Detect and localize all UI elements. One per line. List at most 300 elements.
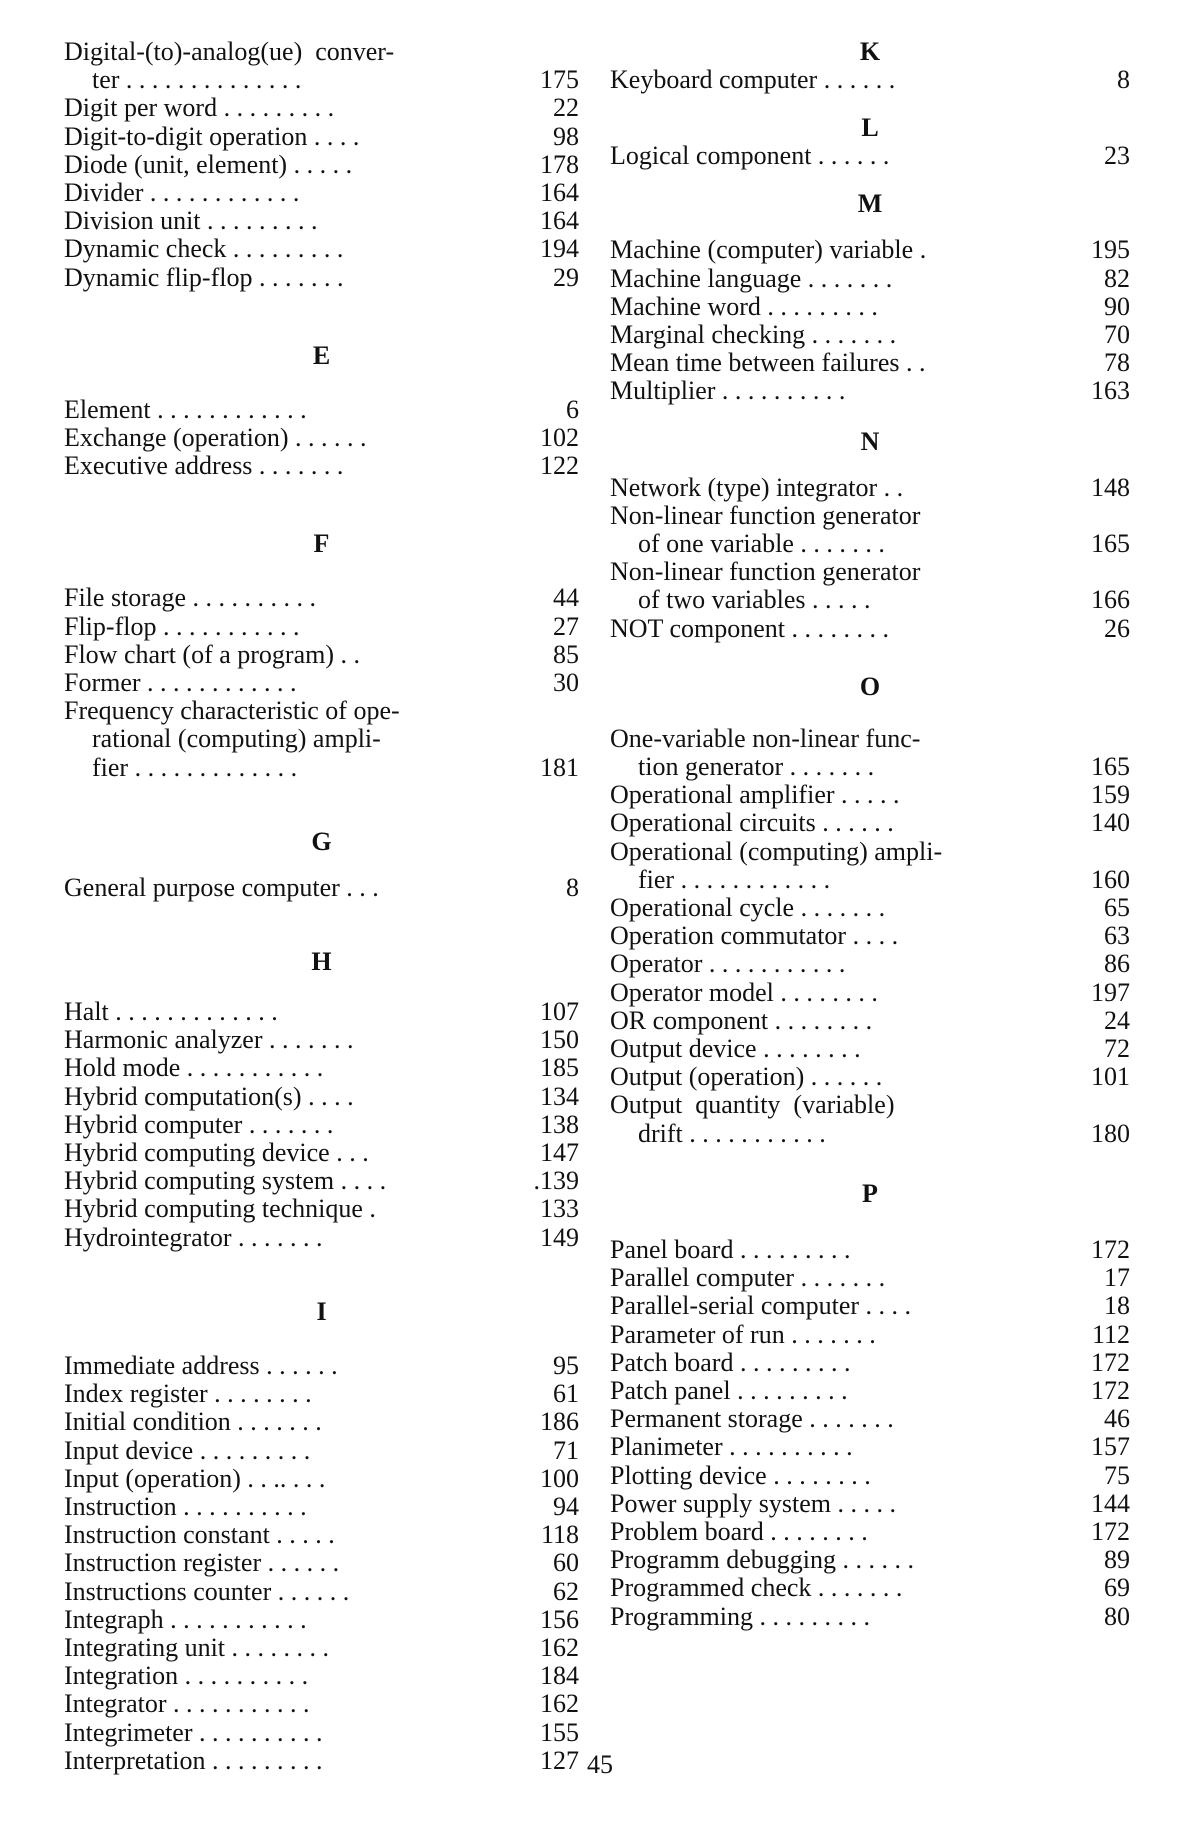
index-term: [64, 151, 517, 179]
index-page-ref: 147: [517, 1139, 579, 1167]
index-term-line: Operation commutator . . . .: [610, 922, 1068, 950]
index-term: [610, 1349, 1068, 1377]
index-term-line: Integrator . . . . . . . . . . .: [64, 1690, 517, 1718]
index-term-line: Machine word . . . . . . . . .: [610, 293, 1068, 321]
index-term: [610, 66, 1068, 94]
index-term-line: Mean time between failures . .: [610, 349, 1068, 377]
index-entry: [610, 377, 1130, 405]
index-term: [64, 1054, 517, 1082]
index-entry: [64, 1662, 579, 1690]
index-entry: [64, 94, 579, 122]
index-term: [610, 1063, 1068, 1091]
index-term: [610, 894, 1068, 922]
index-section-l: [610, 114, 1130, 170]
index-term-line: One-variable non-linear func-: [610, 725, 1068, 753]
index-term-line: Patch panel . . . . . . . . .: [610, 1377, 1068, 1405]
index-page-ref: 172: [1068, 1349, 1130, 1377]
index-term: [64, 697, 517, 782]
index-section-i: [64, 1298, 579, 1775]
index-page-ref: 178: [517, 151, 579, 179]
index-page-ref: 164: [517, 207, 579, 235]
section-letter-heading: M: [610, 190, 1130, 218]
index-term: [64, 1634, 517, 1662]
index-term-line: Keyboard computer . . . . . .: [610, 66, 1068, 94]
index-term: [610, 1377, 1068, 1405]
section-letter-heading: K: [610, 38, 1130, 66]
index-term-line: Division unit . . . . . . . . .: [64, 207, 517, 235]
index-entry: [610, 1405, 1130, 1433]
index-section-g: [64, 828, 579, 902]
index-page-ref: 86: [1068, 950, 1130, 978]
index-term-line: Operational (computing) ampli-: [610, 838, 1068, 866]
index-term: [610, 502, 1068, 558]
index-term: [610, 1236, 1068, 1264]
index-term: [64, 38, 517, 94]
index-entry: [64, 1549, 579, 1577]
index-page-ref: 24: [1068, 1007, 1130, 1035]
index-term: [610, 1292, 1068, 1320]
index-term: [64, 1719, 517, 1747]
section-letter-heading: F: [64, 530, 579, 558]
index-term: [64, 1578, 517, 1606]
index-entry: [64, 1224, 579, 1252]
index-term: [64, 1111, 517, 1139]
index-entry: [610, 979, 1130, 1007]
index-term: [64, 235, 517, 263]
index-page-ref: 127: [517, 1747, 579, 1775]
index-page-ref: 90: [1068, 293, 1130, 321]
index-term: [610, 558, 1068, 614]
index-term: [610, 615, 1068, 643]
index-entry: [64, 1493, 579, 1521]
index-term: [610, 809, 1068, 837]
index-entry-list: [64, 38, 579, 292]
index-term-line: ter . . . . . . . . . . . . . .: [64, 66, 517, 94]
index-term-line: Instructions counter . . . . . .: [64, 1578, 517, 1606]
index-term-line: Operator . . . . . . . . . . .: [610, 950, 1068, 978]
index-term: [64, 1167, 517, 1195]
index-page-ref: 148: [1068, 474, 1130, 502]
index-term: [610, 781, 1068, 809]
index-term-line: Divider . . . . . . . . . . . .: [64, 179, 517, 207]
index-entry: [64, 1408, 579, 1436]
index-page-ref: 181: [517, 754, 579, 782]
index-term-line: Programm debugging . . . . . .: [610, 1546, 1068, 1574]
section-letter-heading: I: [64, 1298, 579, 1326]
index-entry-list: [64, 396, 579, 481]
index-term-line: Digit per word . . . . . . . . .: [64, 94, 517, 122]
index-term: [64, 264, 517, 292]
index-term: [610, 265, 1068, 293]
index-term-line: Parameter of run . . . . . . .: [610, 1321, 1068, 1349]
index-page-ref: 102: [517, 424, 579, 452]
index-term: [610, 474, 1068, 502]
index-term: [64, 424, 517, 452]
index-section-n: [610, 428, 1130, 643]
index-term: [610, 1007, 1068, 1035]
page-number: 45: [0, 1750, 1200, 1780]
index-term: [64, 179, 517, 207]
index-section-f: [64, 530, 579, 781]
index-entry: [610, 809, 1130, 837]
index-page-ref: 122: [517, 452, 579, 480]
index-term-line: Machine (computer) variable .: [610, 236, 1068, 264]
index-page-ref: 72: [1068, 1035, 1130, 1063]
index-entry: [610, 615, 1130, 643]
index-entry-list: [610, 236, 1130, 405]
index-page-ref: 65: [1068, 894, 1130, 922]
index-term-line: Integration . . . . . . . . . .: [64, 1662, 517, 1690]
index-page-ref: 162: [517, 1690, 579, 1718]
index-entry: [610, 1603, 1130, 1631]
index-entry: [610, 922, 1130, 950]
index-term: [64, 1408, 517, 1436]
index-term-line: File storage . . . . . . . . . .: [64, 584, 517, 612]
index-entry: [64, 1111, 579, 1139]
index-term-line: Logical component . . . . . .: [610, 142, 1068, 170]
index-term: [64, 613, 517, 641]
index-term-line: Initial condition . . . . . . .: [64, 1408, 517, 1436]
index-entry: [64, 584, 579, 612]
index-entry: [64, 396, 579, 424]
index-entry: [64, 1578, 579, 1606]
index-term-line: Plotting device . . . . . . . .: [610, 1462, 1068, 1490]
index-term: [610, 377, 1068, 405]
index-entry: [64, 998, 579, 1026]
index-entry: [610, 1546, 1130, 1574]
index-entry: [64, 1634, 579, 1662]
index-page-ref: 70: [1068, 321, 1130, 349]
index-term: [64, 452, 517, 480]
index-entry-list: [610, 66, 1130, 94]
index-term-line: Instruction . . . . . . . . . .: [64, 1493, 517, 1521]
index-entry: [610, 1518, 1130, 1546]
index-page-ref: 159: [1068, 781, 1130, 809]
index-term: [610, 1405, 1068, 1433]
index-term-line: Instruction register . . . . . .: [64, 1549, 517, 1577]
index-page-ref: 44: [517, 584, 579, 612]
index-entry-list: [610, 1236, 1130, 1631]
index-entry: [64, 1352, 579, 1380]
index-term: [610, 950, 1068, 978]
index-term: [610, 293, 1068, 321]
index-page-ref: .139: [517, 1167, 579, 1195]
index-entry: [64, 452, 579, 480]
index-page-ref: 62: [517, 1578, 579, 1606]
index-page-ref: 17: [1068, 1264, 1130, 1292]
section-letter-heading: G: [64, 828, 579, 856]
index-term: [610, 1321, 1068, 1349]
index-term-line: Permanent storage . . . . . . .: [610, 1405, 1068, 1433]
index-page-ref: 160: [1068, 866, 1130, 894]
index-term-line: Programmed check . . . . . . .: [610, 1574, 1068, 1602]
index-term: [64, 1026, 517, 1054]
index-term-line: Integrating unit . . . . . . . .: [64, 1634, 517, 1662]
index-entry-list: [610, 725, 1130, 1148]
index-term: [610, 725, 1068, 781]
index-page: [0, 0, 1200, 1840]
index-term: [64, 1224, 517, 1252]
index-term: [610, 838, 1068, 894]
index-entry: [64, 697, 579, 782]
index-entry: [610, 66, 1130, 94]
index-page-ref: 163: [1068, 377, 1130, 405]
index-section-k: [610, 38, 1130, 94]
index-term: [64, 1437, 517, 1465]
index-term-line: Instruction constant . . . . .: [64, 1521, 517, 1549]
index-term-line: Multiplier . . . . . . . . . .: [610, 377, 1068, 405]
index-page-ref: 46: [1068, 1405, 1130, 1433]
index-entry: [64, 179, 579, 207]
index-entry: [64, 123, 579, 151]
index-entry-list: [64, 874, 579, 902]
index-term-line: Operational circuits . . . . . .: [610, 809, 1068, 837]
index-entry-list: [610, 142, 1130, 170]
index-term-line: Flow chart (of a program) . .: [64, 641, 517, 669]
index-entry: [610, 1321, 1130, 1349]
index-term: [610, 1603, 1068, 1631]
index-term: [610, 142, 1068, 170]
index-term: [64, 207, 517, 235]
index-entry: [610, 321, 1130, 349]
index-term-line: Interpretation . . . . . . . . .: [64, 1747, 517, 1775]
index-entry: [610, 1292, 1130, 1320]
index-entry: [610, 1574, 1130, 1602]
index-entry: [610, 1007, 1130, 1035]
index-term-line: Power supply system . . . . .: [610, 1490, 1068, 1518]
index-entry: [64, 207, 579, 235]
index-term: [64, 1380, 517, 1408]
index-entry: [610, 1264, 1130, 1292]
index-page-ref: 107: [517, 998, 579, 1026]
index-page-ref: 69: [1068, 1574, 1130, 1602]
index-page-ref: 184: [517, 1662, 579, 1690]
index-term-line: Parallel-serial computer . . . .: [610, 1292, 1068, 1320]
index-term-line: Immediate address . . . . . .: [64, 1352, 517, 1380]
index-entry: [64, 613, 579, 641]
index-section-h: [64, 948, 579, 1252]
index-term-line: Non-linear function generator: [610, 558, 1068, 586]
index-section-p: [610, 1180, 1130, 1631]
index-term: [610, 1518, 1068, 1546]
index-term: [610, 979, 1068, 1007]
index-term-line: Programming . . . . . . . . .: [610, 1603, 1068, 1631]
index-page-ref: 8: [1068, 66, 1130, 94]
index-term-line: Halt . . . . . . . . . . . . .: [64, 998, 517, 1026]
index-entry: [64, 1380, 579, 1408]
index-page-ref: 100: [517, 1465, 579, 1493]
index-entry: [64, 1521, 579, 1549]
index-term-line: Output device . . . . . . . .: [610, 1035, 1068, 1063]
index-term: [64, 1690, 517, 1718]
index-page-ref: 60: [517, 1549, 579, 1577]
index-page-ref: 101: [1068, 1063, 1130, 1091]
index-page-ref: 157: [1068, 1433, 1130, 1461]
index-entry: [64, 264, 579, 292]
index-entry: [64, 1465, 579, 1493]
index-entry: [610, 236, 1130, 264]
index-entry-list: [610, 474, 1130, 643]
index-entry: [610, 293, 1130, 321]
index-term-line: Network (type) integrator . .: [610, 474, 1068, 502]
index-page-ref: 172: [1068, 1518, 1130, 1546]
index-page-ref: 164: [517, 179, 579, 207]
index-term: [64, 998, 517, 1026]
index-term-line: Patch board . . . . . . . . .: [610, 1349, 1068, 1377]
index-entry: [610, 1236, 1130, 1264]
index-entry: [64, 1437, 579, 1465]
index-term: [64, 1465, 517, 1493]
index-section-e: [64, 342, 579, 481]
index-term-line: Hybrid computation(s) . . . .: [64, 1083, 517, 1111]
index-term-line: Machine language . . . . . . .: [610, 265, 1068, 293]
index-entry: [610, 1063, 1130, 1091]
index-entry: [64, 1167, 579, 1195]
index-term: [64, 1352, 517, 1380]
index-term-line: Output (operation) . . . . . .: [610, 1063, 1068, 1091]
index-term: [610, 1035, 1068, 1063]
index-entry-list: [64, 998, 579, 1252]
index-term: [64, 1195, 517, 1223]
section-letter-heading: H: [64, 948, 579, 976]
index-term-line: Digit-to-digit operation . . . .: [64, 123, 517, 151]
index-page-ref: 185: [517, 1054, 579, 1082]
index-term-line: fier . . . . . . . . . . . . .: [64, 754, 517, 782]
index-term-line: Operator model . . . . . . . .: [610, 979, 1068, 1007]
index-term-line: Input device . . . . . . . . .: [64, 1437, 517, 1465]
index-entry: [64, 1719, 579, 1747]
index-term-line: Index register . . . . . . . .: [64, 1380, 517, 1408]
index-page-ref: 18: [1068, 1292, 1130, 1320]
index-page-ref: 26: [1068, 615, 1130, 643]
index-entry: [610, 474, 1130, 502]
index-entry: [64, 1195, 579, 1223]
index-section-o: [610, 673, 1130, 1148]
index-term-line: Hold mode . . . . . . . . . . .: [64, 1054, 517, 1082]
index-entry: [64, 1606, 579, 1634]
index-term-line: Dynamic check . . . . . . . . .: [64, 235, 517, 263]
index-page-ref: 112: [1068, 1321, 1130, 1349]
index-page-ref: 195: [1068, 236, 1130, 264]
index-page-ref: 165: [1068, 753, 1130, 781]
index-page-ref: 8: [517, 874, 579, 902]
index-page-ref: 29: [517, 264, 579, 292]
index-term-line: Problem board . . . . . . . .: [610, 1518, 1068, 1546]
index-term-line: Hybrid computing system . . . .: [64, 1167, 517, 1195]
index-page-ref: 134: [517, 1083, 579, 1111]
index-term-line: tion generator . . . . . . .: [610, 753, 1068, 781]
index-term: [64, 396, 517, 424]
index-entry: [610, 1035, 1130, 1063]
index-term-line: Hybrid computing technique .: [64, 1195, 517, 1223]
index-page-ref: 165: [1068, 530, 1130, 558]
index-term-line: General purpose computer . . .: [64, 874, 517, 902]
index-page-ref: 6: [517, 396, 579, 424]
index-page-ref: 175: [517, 66, 579, 94]
index-term: [610, 1433, 1068, 1461]
index-page-ref: 30: [517, 669, 579, 697]
index-term: [64, 1493, 517, 1521]
index-term-line: Output quantity (variable): [610, 1091, 1068, 1119]
index-entry-list: [64, 1352, 579, 1775]
index-entry: [610, 838, 1130, 894]
index-entry: [64, 38, 579, 94]
index-term: [610, 922, 1068, 950]
index-entry: [610, 950, 1130, 978]
section-letter-heading: L: [610, 114, 1130, 142]
index-entry: [610, 1377, 1130, 1405]
index-entry: [610, 349, 1130, 377]
index-term: [64, 584, 517, 612]
index-term: [610, 349, 1068, 377]
index-page-ref: 197: [1068, 979, 1130, 1007]
index-term-line: Exchange (operation) . . . . . .: [64, 424, 517, 452]
index-term-line: Integraph . . . . . . . . . . .: [64, 1606, 517, 1634]
index-term-line: Element . . . . . . . . . . . .: [64, 396, 517, 424]
index-term: [64, 94, 517, 122]
index-entry: [610, 1349, 1130, 1377]
index-term: [64, 1139, 517, 1167]
index-term-line: of one variable . . . . . . .: [610, 530, 1068, 558]
index-entry: [64, 1690, 579, 1718]
index-page-ref: 89: [1068, 1546, 1130, 1574]
index-term-line: Non-linear function generator: [610, 502, 1068, 530]
index-entry: [64, 151, 579, 179]
index-term-line: Flip-flop . . . . . . . . . . .: [64, 613, 517, 641]
index-page-ref: 155: [517, 1719, 579, 1747]
index-term: [610, 1462, 1068, 1490]
index-page-ref: 138: [517, 1111, 579, 1139]
index-page-ref: 94: [517, 1493, 579, 1521]
index-term: [64, 669, 517, 697]
index-page-ref: 162: [517, 1634, 579, 1662]
index-entry: [610, 781, 1130, 809]
index-page-ref: 133: [517, 1195, 579, 1223]
index-entry-list: [64, 584, 579, 781]
index-term-line: Input (operation) . . .. . . .: [64, 1465, 517, 1493]
index-term-line: drift . . . . . . . . . . .: [610, 1120, 1068, 1148]
index-entry: [64, 1054, 579, 1082]
index-term-line: Planimeter . . . . . . . . . .: [610, 1433, 1068, 1461]
index-term-line: Digital-(to)-analog(ue) conver-: [64, 38, 517, 66]
index-term-line: Parallel computer . . . . . . .: [610, 1264, 1068, 1292]
index-page-ref: 80: [1068, 1603, 1130, 1631]
index-term-line: Executive address . . . . . . .: [64, 452, 517, 480]
index-term-line: rational (computing) ampli-: [64, 725, 517, 753]
index-entry: [610, 558, 1130, 614]
index-term: [610, 1546, 1068, 1574]
index-term: [64, 1549, 517, 1577]
index-page-ref: 166: [1068, 586, 1130, 614]
section-letter-heading: E: [64, 342, 579, 370]
index-entry: [64, 1083, 579, 1111]
index-term-line: Hybrid computing device . . .: [64, 1139, 517, 1167]
index-page-ref: 85: [517, 641, 579, 669]
index-entry: [64, 424, 579, 452]
index-entry: [64, 641, 579, 669]
index-entry: [610, 894, 1130, 922]
index-term: [64, 874, 517, 902]
index-entry: [64, 874, 579, 902]
index-term-line: of two variables . . . . .: [610, 586, 1068, 614]
index-term: [610, 236, 1068, 264]
index-page-ref: 22: [517, 94, 579, 122]
index-term-line: Hybrid computer . . . . . . .: [64, 1111, 517, 1139]
index-term-line: Marginal checking . . . . . . .: [610, 321, 1068, 349]
index-entry: [610, 725, 1130, 781]
index-page-ref: 150: [517, 1026, 579, 1054]
index-term: [610, 1264, 1068, 1292]
